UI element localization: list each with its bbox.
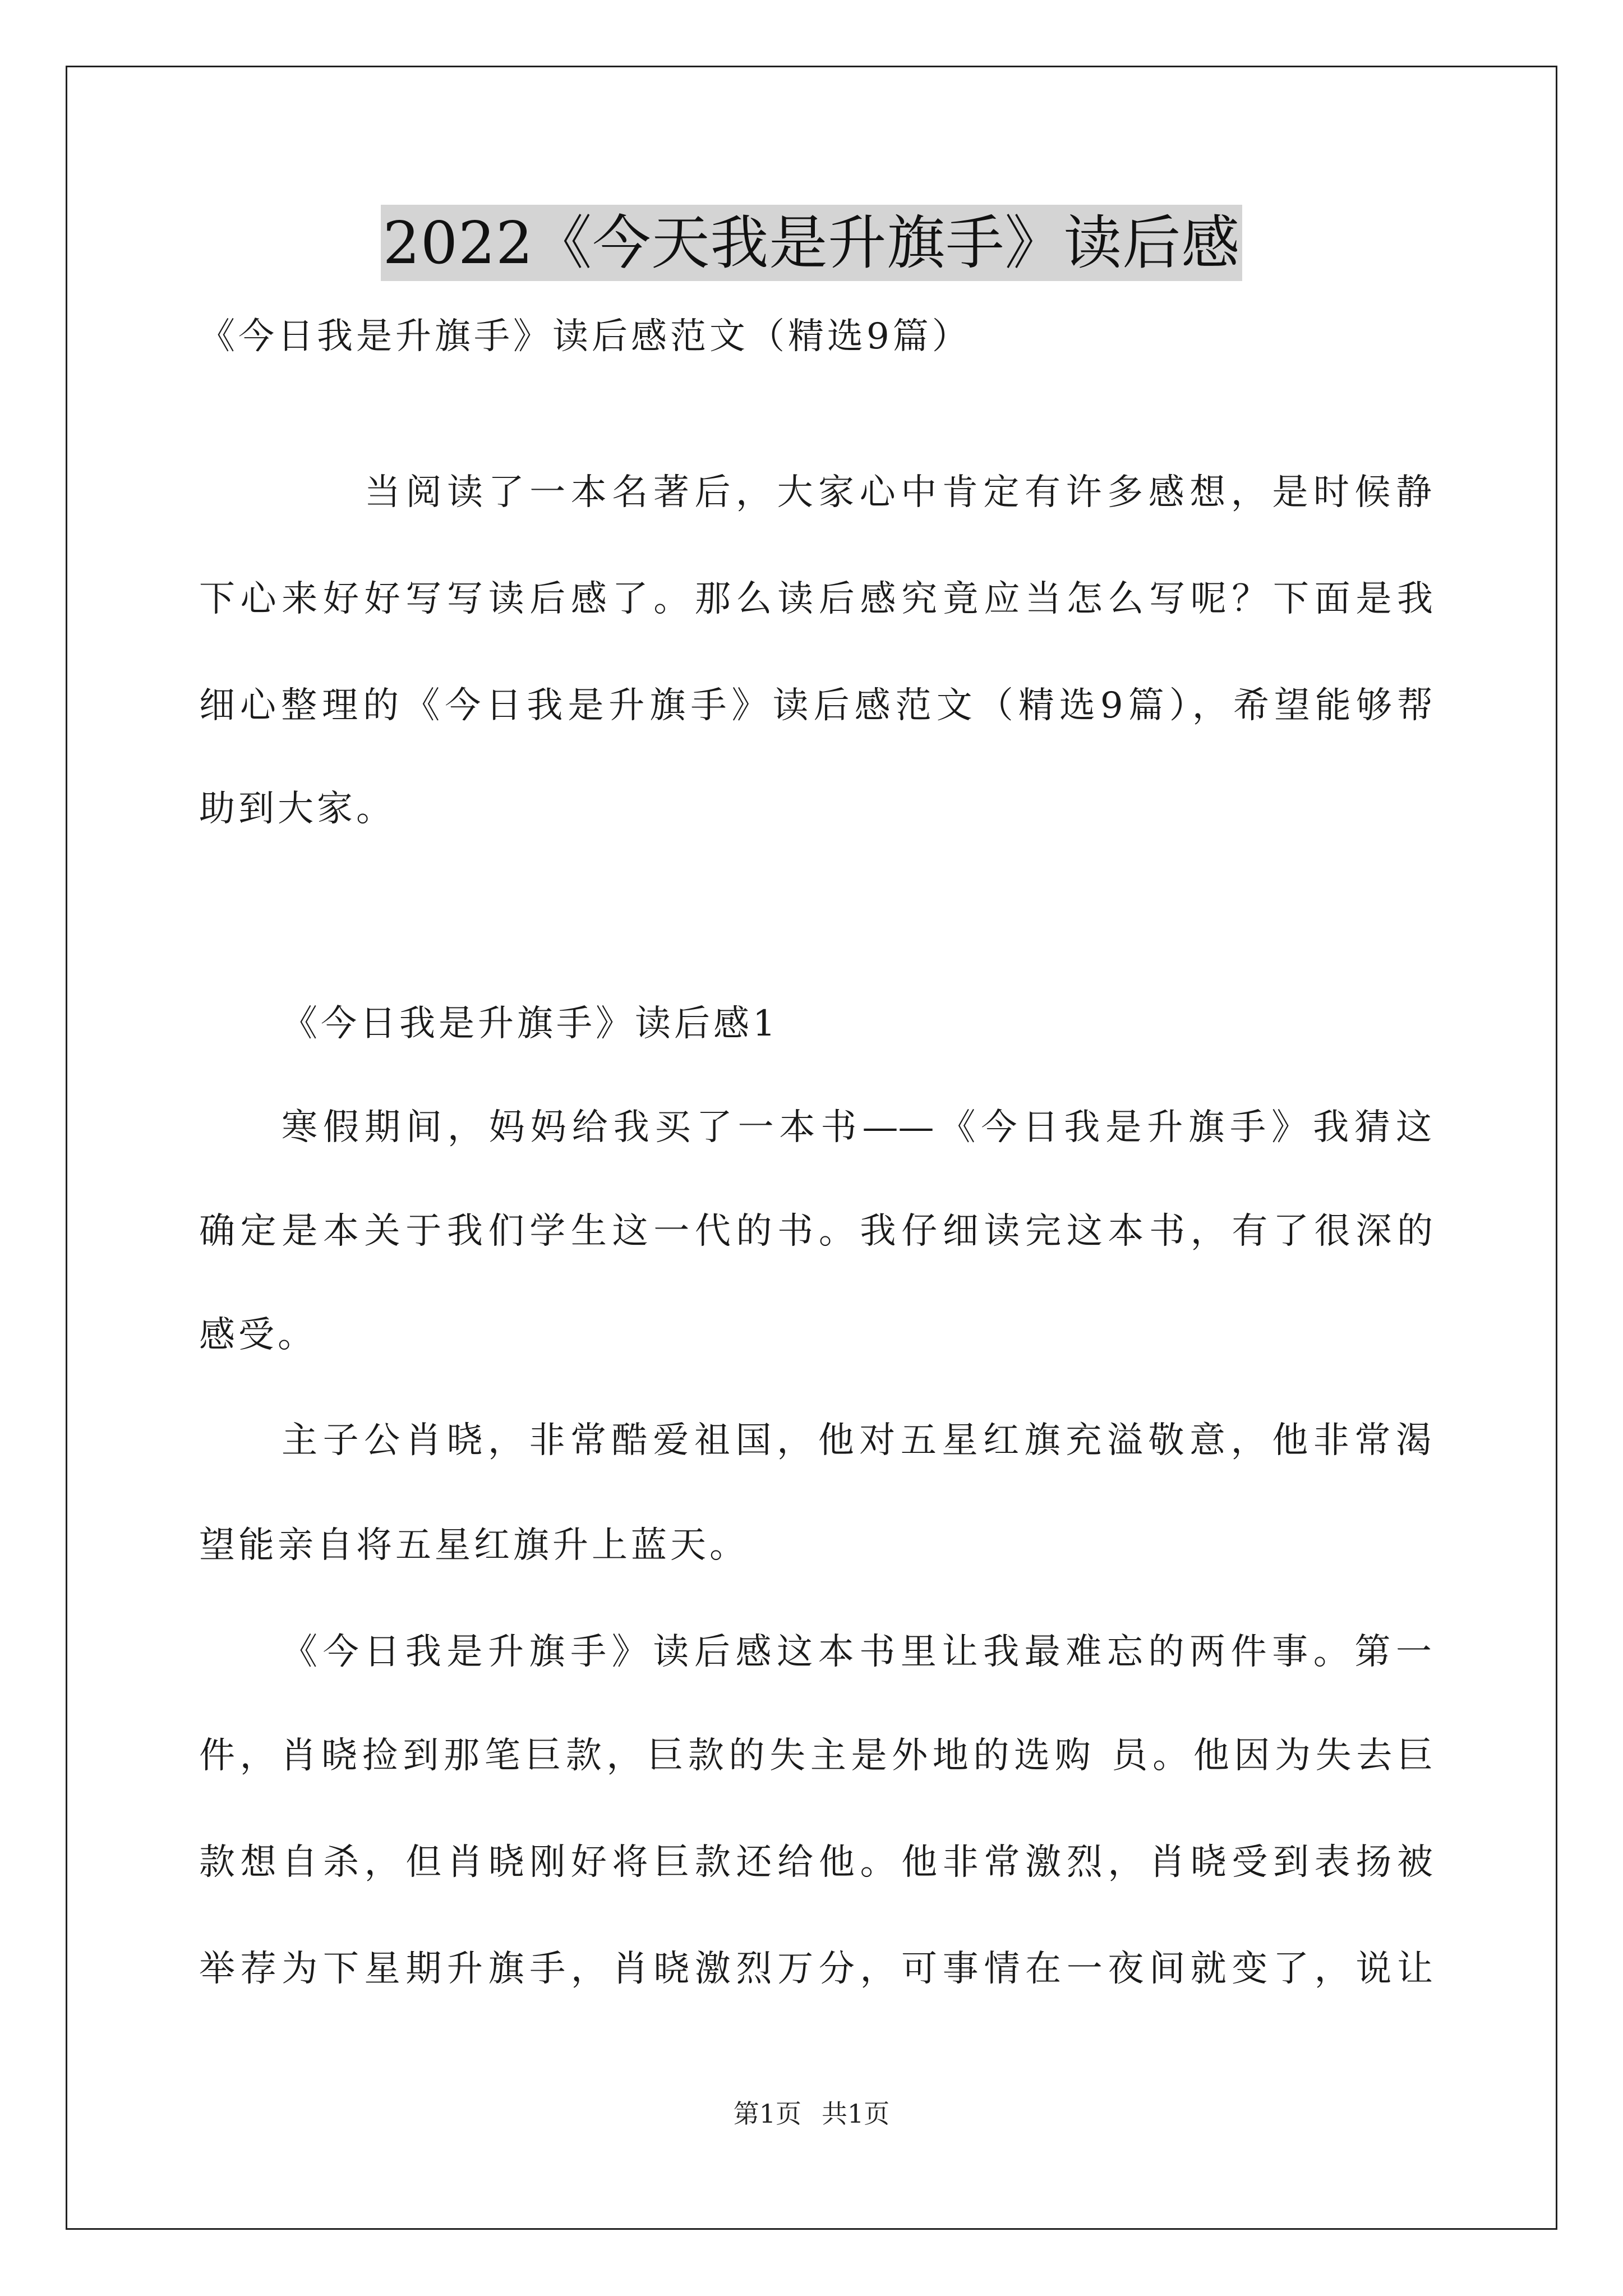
para2-line-2: 望能亲自将五星红旗升上蓝天。 [199, 1525, 749, 1566]
page-number-current: 第1页 [733, 2099, 801, 2129]
page-number-total: 共1页 [822, 2099, 890, 2129]
intro-line-3: 细心整理的《今日我是升旗手》读后感范文（精选9篇），希望能够帮 [199, 685, 1433, 726]
para3-line-3: 款想自杀，但肖晓刚好将巨款还给他。他非常激烈，肖晓受到表扬被 [199, 1842, 1433, 1883]
intro-line-2: 下心来好好写写读后感了。那么读后感究竟应当怎么写呢？下面是我 [199, 578, 1433, 620]
para1-line-3: 感受。 [199, 1314, 317, 1356]
para3-line-2: 件，肖晓捡到那笔巨款，巨款的失主是外地的选购 员。他因为失去巨 [199, 1735, 1433, 1777]
intro-line-4: 助到大家。 [199, 788, 395, 830]
page-footer [0, 2097, 1623, 2131]
para3-line-4: 举荐为下星期升旗手，肖晓激烈万分，可事情在一夜间就变了，说让 [199, 1948, 1433, 1990]
para1-line-2: 确定是本关于我们学生这一代的书。我仔细读完这本书，有了很深的 [199, 1211, 1433, 1252]
title-container [0, 205, 1623, 281]
intro-line-1: 当阅读了一本名著后，大家心中肯定有许多感想，是时候静 [365, 472, 1432, 513]
para1-line-1: 寒假期间，妈妈给我买了一本书——《今日我是升旗手》我猜这 [282, 1107, 1432, 1148]
para3-line-1: 《今日我是升旗手》读后感这本书里让我最难忘的两件事。第一 [282, 1631, 1432, 1673]
document-title: 2022《今天我是升旗手》读后感 [381, 205, 1243, 281]
para2-line-1: 主子公肖晓，非常酷爱祖国，他对五星红旗充溢敬意，他非常渴 [282, 1420, 1432, 1461]
section-heading: 《今日我是升旗手》读后感1 [282, 1003, 779, 1045]
document-subtitle: 《今日我是升旗手》读后感范文（精选9篇） [199, 316, 971, 357]
